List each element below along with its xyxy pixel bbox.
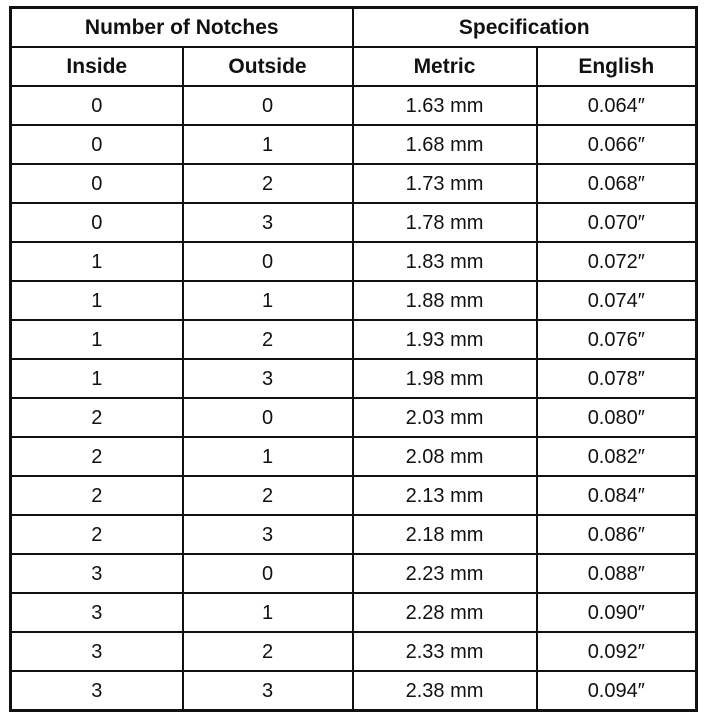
table-row	[11, 164, 697, 203]
metric-cell: 2.28 mm	[353, 593, 537, 632]
table-row	[11, 203, 697, 242]
english-cell: 0.088″	[537, 554, 697, 593]
english-cell: 0.080″	[537, 398, 697, 437]
inside-cell: 3	[11, 671, 183, 711]
outside-cell: 1	[183, 593, 353, 632]
metric-cell: 2.13 mm	[353, 476, 537, 515]
inside-cell: 0	[11, 164, 183, 203]
metric-cell: 2.38 mm	[353, 671, 537, 711]
outside-cell: 3	[183, 515, 353, 554]
notch-specification-table	[9, 6, 698, 712]
metric-cell: 2.23 mm	[353, 554, 537, 593]
table-row	[11, 398, 697, 437]
outside-cell: 0	[183, 86, 353, 125]
english-header: English	[537, 47, 697, 86]
number-of-notches-header: Number of Notches	[11, 8, 353, 48]
inside-cell: 3	[11, 554, 183, 593]
metric-cell: 1.68 mm	[353, 125, 537, 164]
metric-cell: 1.73 mm	[353, 164, 537, 203]
table-row	[11, 671, 697, 711]
english-cell: 0.086″	[537, 515, 697, 554]
english-cell: 0.072″	[537, 242, 697, 281]
table-row	[11, 125, 697, 164]
english-cell: 0.082″	[537, 437, 697, 476]
metric-cell: 1.98 mm	[353, 359, 537, 398]
table-row	[11, 632, 697, 671]
metric-header: Metric	[353, 47, 537, 86]
inside-cell: 3	[11, 593, 183, 632]
outside-cell: 1	[183, 281, 353, 320]
outside-header: Outside	[183, 47, 353, 86]
table-row	[11, 437, 697, 476]
inside-cell: 1	[11, 320, 183, 359]
outside-cell: 0	[183, 398, 353, 437]
english-cell: 0.068″	[537, 164, 697, 203]
inside-cell: 2	[11, 437, 183, 476]
spec-table-container	[9, 6, 695, 702]
inside-cell: 1	[11, 359, 183, 398]
outside-cell: 2	[183, 164, 353, 203]
table-row	[11, 593, 697, 632]
inside-cell: 1	[11, 281, 183, 320]
table-header	[11, 8, 697, 87]
metric-cell: 2.18 mm	[353, 515, 537, 554]
inside-cell: 2	[11, 398, 183, 437]
outside-cell: 2	[183, 476, 353, 515]
outside-cell: 2	[183, 320, 353, 359]
english-cell: 0.092″	[537, 632, 697, 671]
table-row	[11, 320, 697, 359]
specification-header: Specification	[353, 8, 697, 48]
english-cell: 0.094″	[537, 671, 697, 711]
outside-cell: 0	[183, 554, 353, 593]
group-header-row	[11, 8, 697, 48]
inside-header: Inside	[11, 47, 183, 86]
metric-cell: 2.03 mm	[353, 398, 537, 437]
metric-cell: 1.78 mm	[353, 203, 537, 242]
english-cell: 0.076″	[537, 320, 697, 359]
english-cell: 0.090″	[537, 593, 697, 632]
inside-cell: 0	[11, 86, 183, 125]
column-header-row	[11, 47, 697, 86]
inside-cell: 0	[11, 125, 183, 164]
metric-cell: 1.88 mm	[353, 281, 537, 320]
table-row	[11, 359, 697, 398]
table-row	[11, 476, 697, 515]
table-body	[11, 86, 697, 711]
metric-cell: 2.33 mm	[353, 632, 537, 671]
metric-cell: 1.63 mm	[353, 86, 537, 125]
english-cell: 0.078″	[537, 359, 697, 398]
metric-cell: 2.08 mm	[353, 437, 537, 476]
table-row	[11, 554, 697, 593]
inside-cell: 2	[11, 515, 183, 554]
table-row	[11, 515, 697, 554]
english-cell: 0.084″	[537, 476, 697, 515]
metric-cell: 1.93 mm	[353, 320, 537, 359]
outside-cell: 2	[183, 632, 353, 671]
table-row	[11, 242, 697, 281]
outside-cell: 3	[183, 203, 353, 242]
outside-cell: 0	[183, 242, 353, 281]
outside-cell: 3	[183, 671, 353, 711]
english-cell: 0.070″	[537, 203, 697, 242]
outside-cell: 1	[183, 125, 353, 164]
outside-cell: 3	[183, 359, 353, 398]
inside-cell: 1	[11, 242, 183, 281]
english-cell: 0.066″	[537, 125, 697, 164]
english-cell: 0.074″	[537, 281, 697, 320]
table-row	[11, 86, 697, 125]
inside-cell: 3	[11, 632, 183, 671]
english-cell: 0.064″	[537, 86, 697, 125]
inside-cell: 0	[11, 203, 183, 242]
inside-cell: 2	[11, 476, 183, 515]
outside-cell: 1	[183, 437, 353, 476]
metric-cell: 1.83 mm	[353, 242, 537, 281]
table-row	[11, 281, 697, 320]
